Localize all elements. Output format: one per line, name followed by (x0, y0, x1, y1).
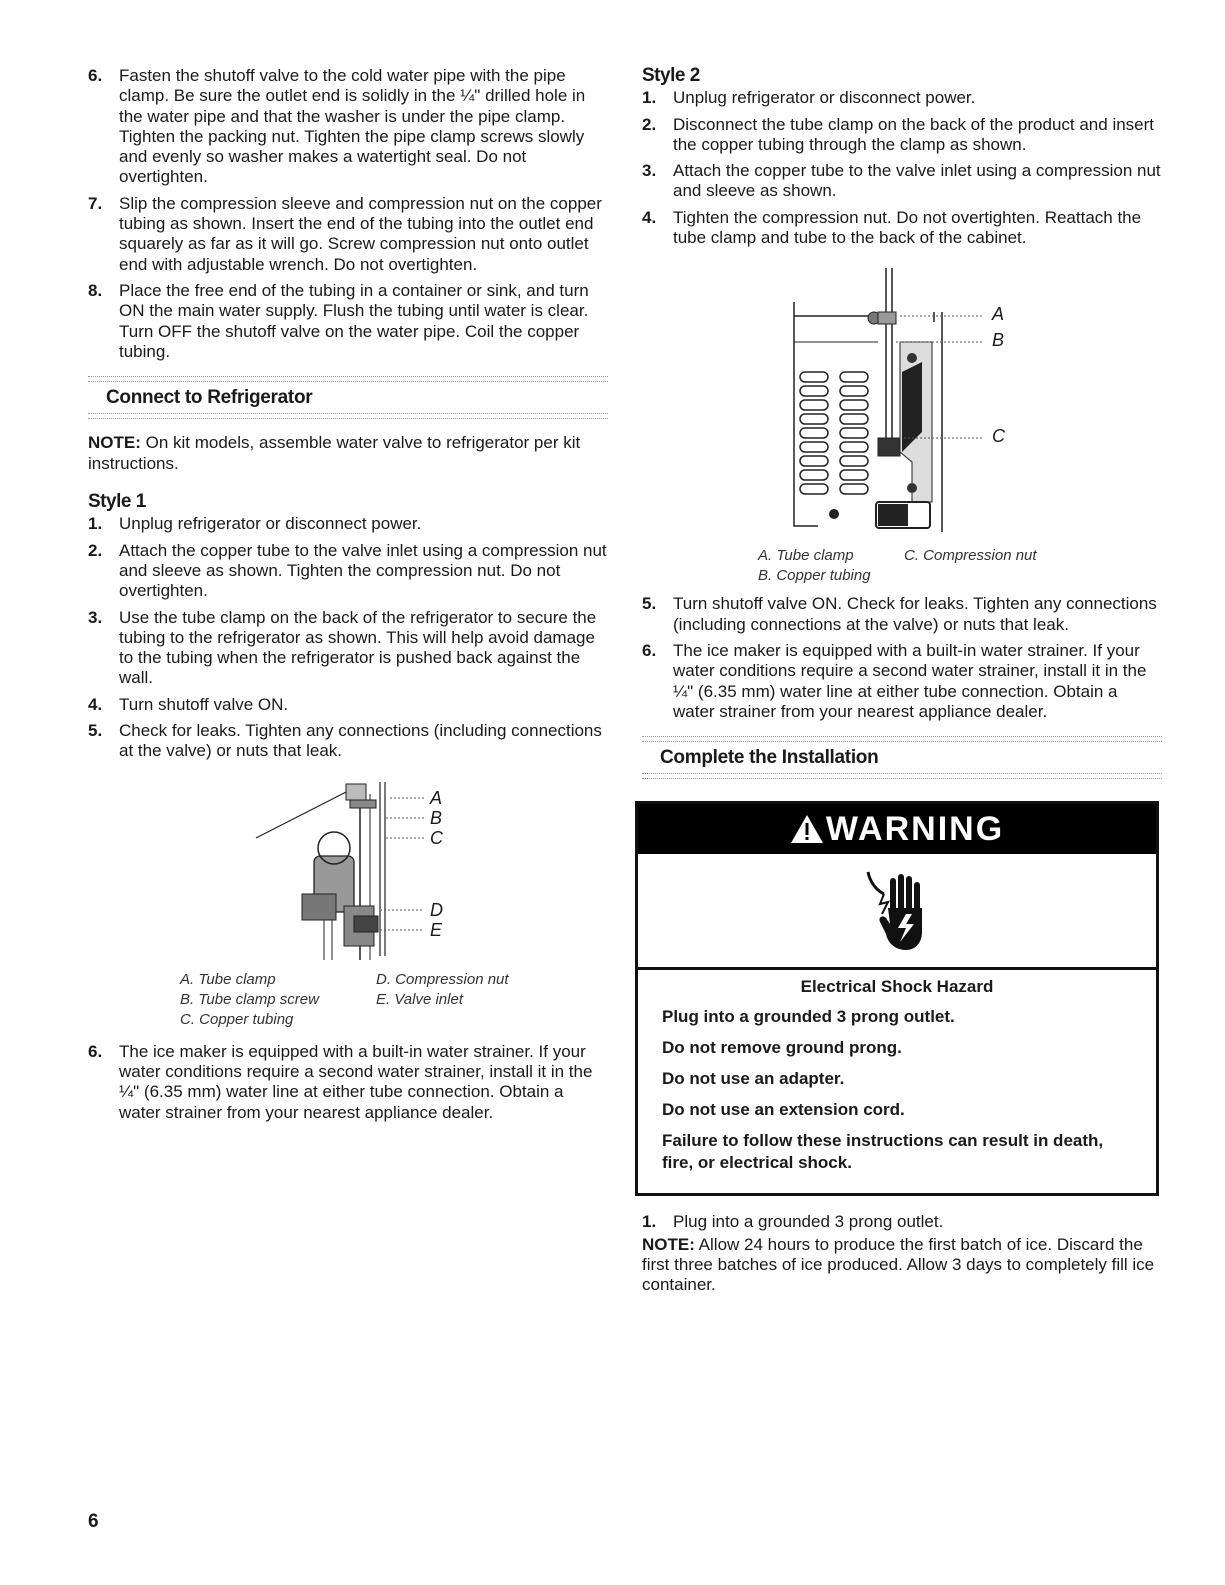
section-title: Complete the Installation (660, 747, 879, 769)
caption-b: B. Tube clamp screw (180, 990, 319, 1008)
list-item: 4. Tighten the compression nut. Do not overtighten. Reattach the tube clamp and tube to the back of the cabinet. (642, 207, 1142, 248)
note (642, 1235, 1162, 1296)
list-item: 6. The ice maker is equipped with a built-in water strainer. If your water conditions require a second water strainer, install it in the ¼" (6.35 mm) water line at either tube connection. Obtain a water strainer from your nearest appliance dealer. (88, 1041, 593, 1122)
cabinet-figure (642, 262, 1162, 552)
alert-triangle-icon (790, 814, 824, 844)
list-item: 3. Attach the copper tube to the valve inlet using a compression nut and sleeve as shown. (642, 161, 1161, 201)
list-item: 2. Disconnect the tube clamp on the back of the product and insert the copper tubing through the clamp as shown. (642, 114, 1155, 154)
steps-list (88, 514, 608, 761)
label-c: C (992, 426, 1005, 447)
section-title: Connect to Refrigerator (106, 387, 313, 409)
steps-list (642, 594, 1162, 722)
style2-heading: Style 2 (642, 65, 700, 86)
right-column (642, 66, 1162, 1310)
style1-heading: Style 1 (88, 491, 146, 513)
note-text: Allow 24 hours to produce the first batch of ice. Discard the first three batches of ice produced. Allow 3 days to completely fill ice container. (642, 1234, 1155, 1295)
label-b: B (992, 330, 1005, 351)
note-label: NOTE: (642, 1234, 695, 1254)
warning-title: WARNING (825, 810, 1005, 849)
label-b: B (430, 807, 443, 828)
caption-b: B. Copper tubing (758, 567, 871, 585)
list-item: 5. Turn shutoff valve ON. Check for leaks. Tighten any connections (including connections at the valve) or nuts that leak. (642, 594, 1157, 634)
divider (642, 773, 1162, 779)
caption-a: A. Tube clamp (180, 970, 276, 988)
list-item: 1. Unplug refrigerator or disconnect power. (88, 514, 422, 534)
list-item: 2. Attach the copper tube to the valve inlet using a compression nut and sleeve as shown. Tighten the compression nut. Do not overtighten. (88, 540, 607, 601)
warning-icon-row (638, 854, 1156, 970)
note (88, 433, 608, 474)
warning-line: Plug into a grounded 3 prong outlet. (662, 1007, 955, 1027)
steps-list (88, 66, 608, 362)
figure-caption (758, 546, 1162, 586)
label-d: D (430, 899, 443, 920)
label-a: A (430, 787, 443, 808)
warning-line: Failure to follow these instructions can result in death, fire, or electrical shock. (662, 1131, 1104, 1173)
list-item: 1. Unplug refrigerator or disconnect power. (642, 88, 976, 108)
note-text: On kit models, assemble water valve to refrigerator per kit instructions. (88, 433, 581, 473)
steps-list (642, 1212, 1162, 1232)
warning-box (635, 801, 1159, 1196)
label-c: C (430, 827, 443, 848)
list-item: 7. Slip the compression sleeve and compression nut on the copper tubing as shown. Insert the end of the tubing into the outlet end squarely as far as it will go. Screw compression nut onto outlet end with adjustable wrench. Do not overtighten. (88, 193, 602, 274)
caption-e: E. Valve inlet (376, 990, 463, 1008)
hazard-title: Electrical Shock Hazard (800, 977, 994, 997)
list-item: 4. Turn shutoff valve ON. (88, 694, 289, 714)
list-item: 5. Check for leaks. Tighten any connections (including connections at the valve) or nuts that leak. (88, 721, 602, 761)
page-number: 6 (88, 1511, 99, 1532)
valve-figure (88, 776, 608, 976)
left-column (88, 66, 608, 1129)
warning-body (638, 970, 1156, 1193)
section-header-complete (642, 736, 1162, 779)
section-header-connect (88, 376, 608, 419)
caption-a: A. Tube clamp (758, 547, 854, 565)
caption-d: D. Compression nut (376, 970, 509, 988)
list-item: 8. Place the free end of the tubing in a container or sink, and turn ON the main water supply. Flush the tubing until water is clear. Turn OFF the shutoff valve on the water pipe. Coil the copper tubing. (88, 280, 589, 361)
valve-illustration (88, 776, 608, 976)
note-label: NOTE: (88, 433, 141, 453)
steps-list (642, 88, 1162, 248)
electric-shock-icon (862, 868, 932, 954)
divider (88, 413, 608, 419)
divider (88, 376, 608, 382)
label-a: A (992, 304, 1005, 325)
figure-caption (180, 970, 608, 1030)
list-item: 3. Use the tube clamp on the back of the refrigerator to secure the tubing to the refrigerator as shown. This will help avoid damage to the tubing when the refrigerator is pushed back against the wall. (88, 607, 597, 688)
list-item: 6. The ice maker is equipped with a built-in water strainer. If your water conditions require a second water strainer, install it in the ¼" (6.35 mm) water line at either tube connection. Obtain a water strainer from your nearest appliance dealer. (642, 640, 1147, 721)
caption-c: C. Compression nut (904, 547, 1037, 565)
warning-line: Do not remove ground prong. (662, 1038, 902, 1058)
warning-line: Do not use an extension cord. (662, 1100, 905, 1120)
steps-list (88, 1042, 608, 1123)
divider (642, 736, 1162, 742)
warning-line: Do not use an adapter. (662, 1069, 845, 1089)
caption-c: C. Copper tubing (180, 1010, 294, 1028)
label-e: E (430, 919, 443, 940)
warning-header (638, 804, 1156, 854)
list-item: 6. Fasten the shutoff valve to the cold water pipe with the pipe clamp. Be sure the outlet end is solidly in the ¼" drilled hole in the water pipe and that the washer is under the pipe clamp. Tighten the packing nut. Tighten the pipe clamp screws slowly and evenly so washer makes a watertight seal. Do not overtighten. (88, 66, 586, 187)
list-item: 1. Plug into a grounded 3 prong outlet. (642, 1212, 944, 1232)
cabinet-illustration (642, 262, 1162, 552)
